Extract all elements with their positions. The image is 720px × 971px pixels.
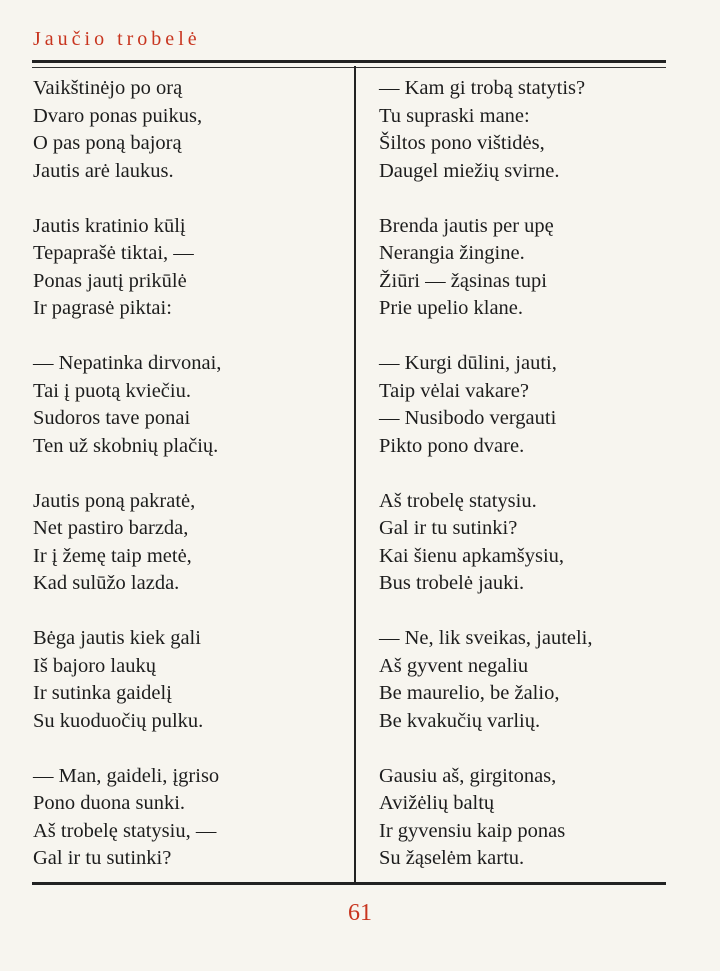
verse-line: Gal ir tu sutinki?	[33, 847, 172, 869]
stanza	[379, 213, 664, 323]
verse-line: Jautis arė laukus.	[33, 159, 174, 182]
verse-line: Gausiu aš, girgitonas,	[379, 764, 557, 787]
verse-line: Vaikštinėjo po orą	[33, 77, 183, 99]
verse-line: Bėga jautis kiek gali	[33, 627, 201, 649]
verse-line: Kad sulūžo lazda.	[33, 572, 180, 594]
verse-line: Avižėlių baltų	[379, 792, 495, 814]
verse-line: Ir pagrasė piktai:	[33, 297, 172, 319]
verse-line: Ponas jautį prikūlė	[33, 269, 187, 292]
verse-line: Kai šienu apkamšysiu,	[379, 544, 565, 567]
stanza	[33, 488, 343, 598]
verse-line: — Ne, lik sveikas, jauteli,	[379, 627, 593, 649]
running-head: Jaučio trobelė	[33, 28, 201, 50]
verse-line: Prie upelio klane.	[379, 297, 524, 319]
verse-line: Iš bajoro laukų	[33, 654, 156, 677]
stanza	[379, 763, 664, 873]
verse-line: Su kuoduočių pulku.	[33, 709, 204, 732]
verse-line: Net pastiro barzda,	[33, 517, 189, 539]
verse-line: Aš trobelę statysiu.	[379, 489, 537, 512]
verse-line: Daugel miežių svirne.	[379, 159, 560, 182]
verse-line: Žiūri — žąsinas tupi	[379, 269, 547, 292]
verse-line: — Man, gaideli, įgriso	[33, 764, 220, 787]
verse-line: Su žąselėm kartu.	[379, 847, 525, 869]
verse-line: Brenda jautis per upę	[379, 214, 554, 237]
verse-line: Dvaro ponas puikus,	[33, 104, 203, 127]
page-number: 61	[348, 900, 372, 926]
verse-line: Ir gyvensiu kaip ponas	[379, 819, 566, 842]
verse-line: — Nepatinka dirvonai,	[33, 352, 222, 374]
poem-column-left	[33, 75, 343, 900]
stanza	[379, 75, 664, 185]
stanza	[33, 75, 343, 185]
poem-column-right	[379, 75, 664, 900]
verse-line: Pikto pono dvare.	[379, 434, 525, 457]
verse-line: Be kvakučių varlių.	[379, 709, 541, 732]
verse-line: Ir sutinka gaidelį	[33, 682, 172, 704]
stanza	[33, 763, 343, 873]
stanza	[379, 488, 664, 598]
verse-line: Gal ir tu sutinki?	[379, 517, 518, 539]
verse-line: Tai į puotą kviečiu.	[33, 379, 191, 402]
verse-line: Be maurelio, be žalio,	[379, 682, 560, 704]
verse-line: Šiltos pono vištidės,	[379, 132, 545, 154]
header-rule-thin	[32, 67, 666, 68]
stanza	[379, 625, 664, 735]
verse-line: Pono duona sunki.	[33, 792, 186, 814]
verse-line: Taip vėlai vakare?	[379, 379, 529, 402]
verse-line: — Nusibodo vergauti	[379, 407, 557, 429]
verse-line: Aš trobelę statysiu, —	[33, 819, 217, 842]
stanza	[33, 213, 343, 323]
stanza	[379, 350, 664, 460]
header-rule-thick	[32, 60, 666, 63]
verse-line: Tepaprašė tiktai, —	[33, 242, 194, 264]
verse-line: Tu supraski mane:	[379, 104, 530, 127]
verse-line: Jautis kratinio kūlį	[33, 214, 186, 237]
footer-rule	[32, 882, 666, 885]
verse-line: Bus trobelė jauki.	[379, 572, 525, 594]
verse-line: — Kam gi trobą statytis?	[379, 77, 586, 99]
verse-line: — Kurgi dūlini, jauti,	[379, 352, 557, 374]
verse-line: O pas poną bajorą	[33, 132, 182, 154]
column-divider	[354, 66, 356, 884]
verse-line: Sudoros tave ponai	[33, 407, 191, 429]
verse-line: Ir į žemę taip metė,	[33, 544, 192, 567]
verse-line: Jautis poną pakratė,	[33, 489, 196, 512]
verse-line: Ten už skobnių plačių.	[33, 434, 219, 457]
verse-line: Nerangia žingine.	[379, 242, 525, 264]
stanza	[33, 350, 343, 460]
verse-line: Aš gyvent negaliu	[379, 654, 529, 677]
stanza	[33, 625, 343, 735]
